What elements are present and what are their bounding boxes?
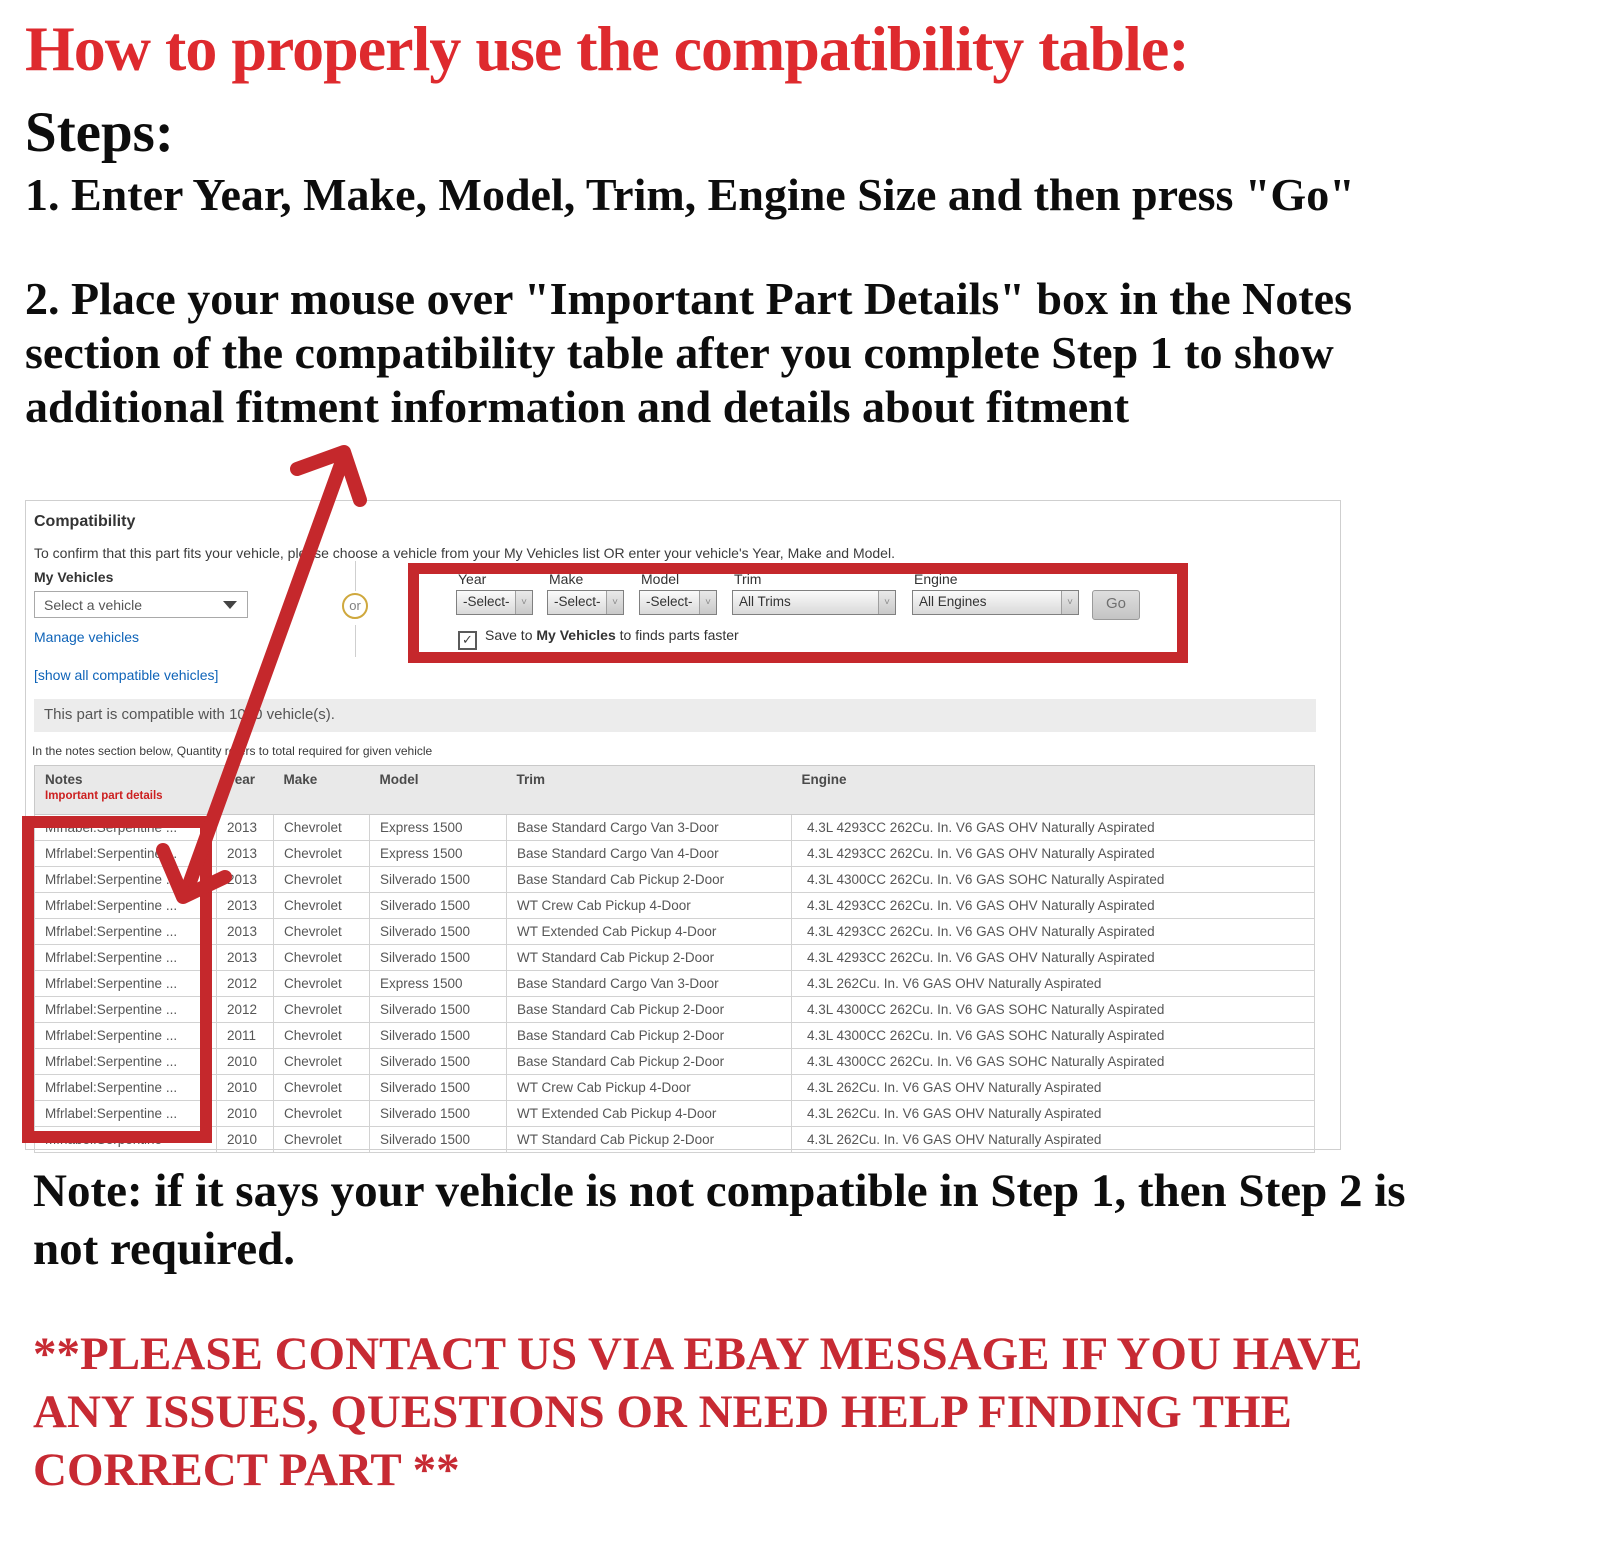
cell-year: 2012 [217,971,274,997]
save-to-my-vehicles-row [458,627,739,645]
cell-notes[interactable]: Mfrlabel:Serpentine ... [35,945,217,971]
page-title: How to properly use the compatibility table: [25,13,1189,84]
steps-heading: Steps: [25,101,174,164]
finder-field-trim [732,571,896,615]
cell-model: Express 1500 [370,841,507,867]
save-checkbox[interactable]: ✓ [458,631,477,650]
cell-model: Silverado 1500 [370,1075,507,1101]
col-header-make: Make [274,766,370,815]
finder-field-model [639,571,717,615]
select-value: All Engines [919,594,987,609]
cell-year: 2013 [217,945,274,971]
cell-make: Chevrolet [274,1075,370,1101]
table-row [35,997,1315,1023]
cell-model: Express 1500 [370,815,507,841]
note-text: Note: if it says your vehicle is not compatible in Step 1, then Step 2 is not required. [33,1165,1406,1276]
cell-engine: 4.3L 4300CC 262Cu. In. V6 GAS SOHC Naturally Aspirated [792,1049,1315,1075]
cell-notes[interactable]: Mfrlabel:Serpentine ... [35,1049,217,1075]
cell-model: Silverado 1500 [370,919,507,945]
cell-engine: 4.3L 4293CC 262Cu. In. V6 GAS OHV Naturally Aspirated [792,815,1315,841]
engine-select[interactable] [912,590,1079,615]
go-button[interactable]: Go [1092,590,1140,620]
cell-make: Chevrolet [274,1049,370,1075]
show-all-compatible-vehicles-link[interactable]: [show all compatible vehicles] [34,667,219,683]
cell-engine: 4.3L 4300CC 262Cu. In. V6 GAS SOHC Naturally Aspirated [792,997,1315,1023]
table-row [35,867,1315,893]
cell-notes[interactable]: Mfrlabel:Serpentine [35,1127,217,1153]
col-header-engine: Engine [792,766,1315,815]
chevron-down-icon: ˅ [699,591,716,614]
cell-model: Silverado 1500 [370,1023,507,1049]
make-select[interactable] [547,590,624,615]
chevron-down-icon: ˅ [1061,591,1078,614]
trim-select[interactable] [732,590,896,615]
cell-make: Chevrolet [274,945,370,971]
select-value: All Trims [739,594,791,609]
cell-engine: 4.3L 262Cu. In. V6 GAS OHV Naturally Aspirated [792,1127,1315,1153]
cell-notes[interactable]: Mfrlabel:Serpentine ... [35,919,217,945]
cell-year: 2013 [217,815,274,841]
cell-make: Chevrolet [274,919,370,945]
cell-trim: Base Standard Cab Pickup 2-Door [507,997,792,1023]
compatibility-widget [25,500,1341,1150]
model-select[interactable] [639,590,717,615]
my-vehicles-select-value: Select a vehicle [44,597,143,613]
cell-trim: Base Standard Cab Pickup 2-Door [507,1023,792,1049]
finder-field-label: Model [641,571,680,587]
chevron-down-icon: ˅ [878,591,895,614]
my-vehicles-select[interactable] [34,591,248,618]
quantity-note: In the notes section below, Quantity refers to total required for given vehicle [32,744,433,758]
cell-engine: 4.3L 4293CC 262Cu. In. V6 GAS OHV Naturally Aspirated [792,945,1315,971]
table-row [35,971,1315,997]
widget-description: To confirm that this part fits your vehicle, please choose a vehicle from your My Vehicles list OR enter your vehicle's Year, Make and Model. [34,545,895,561]
cell-year: 2013 [217,841,274,867]
cell-make: Chevrolet [274,997,370,1023]
cell-trim: Base Standard Cab Pickup 2-Door [507,867,792,893]
compat-table-body [35,815,1315,1153]
important-part-details-label: Important part details [45,790,163,802]
table-row [35,945,1315,971]
table-row [35,1075,1315,1101]
dropdown-arrow-icon [223,601,237,609]
cell-notes[interactable]: Mfrlabel:Serpentine ... [35,815,217,841]
cell-trim: Base Standard Cargo Van 4-Door [507,841,792,867]
compatibility-table [34,765,1315,1153]
cell-make: Chevrolet [274,841,370,867]
cell-model: Silverado 1500 [370,1127,507,1153]
save-label-prefix: Save to [485,627,537,643]
cell-model: Silverado 1500 [370,1049,507,1075]
chevron-down-icon: ˅ [606,591,623,614]
widget-heading: Compatibility [34,513,136,530]
cell-year: 2010 [217,1127,274,1153]
cell-make: Chevrolet [274,971,370,997]
cell-engine: 4.3L 262Cu. In. V6 GAS OHV Naturally Aspirated [792,1075,1315,1101]
table-row [35,815,1315,841]
contact-text: **PLEASE CONTACT US VIA EBAY MESSAGE IF YOU HAVE ANY ISSUES, QUESTIONS OR NEED HELP FINDING THE CORRECT PART ** [33,1328,1363,1496]
cell-year: 2012 [217,997,274,1023]
finder-field-engine [912,571,1079,615]
cell-model: Silverado 1500 [370,1101,507,1127]
cell-notes[interactable]: Mfrlabel:Serpentine ... [35,893,217,919]
cell-engine: 4.3L 4293CC 262Cu. In. V6 GAS OHV Naturally Aspirated [792,919,1315,945]
my-vehicles-label: My Vehicles [34,569,114,585]
cell-model: Silverado 1500 [370,997,507,1023]
col-header-model: Model [370,766,507,815]
compatible-count-text: This part is compatible with 1000 vehicle(s). [44,706,335,723]
compatible-count-banner [34,699,1316,732]
cell-trim: WT Standard Cab Pickup 2-Door [507,945,792,971]
cell-year: 2010 [217,1101,274,1127]
cell-trim: WT Standard Cab Pickup 2-Door [507,1127,792,1153]
step-1-text: 1. Enter Year, Make, Model, Trim, Engine Size and then press "Go" [25,169,1355,220]
save-checkbox-label [485,627,739,643]
cell-model: Silverado 1500 [370,893,507,919]
cell-trim: Base Standard Cargo Van 3-Door [507,815,792,841]
cell-engine: 4.3L 4293CC 262Cu. In. V6 GAS OHV Naturally Aspirated [792,841,1315,867]
cell-trim: WT Extended Cab Pickup 4-Door [507,919,792,945]
table-row [35,1049,1315,1075]
table-row [35,1023,1315,1049]
cell-notes[interactable]: Mfrlabel:Serpentine ... [35,971,217,997]
select-value: -Select- [463,594,510,609]
col-header-notes [35,766,217,815]
finder-field-label: Year [458,571,487,587]
cell-notes[interactable]: Mfrlabel:Serpentine ... [35,841,217,867]
or-badge: or [342,593,368,619]
cell-engine: 4.3L 4293CC 262Cu. In. V6 GAS OHV Naturally Aspirated [792,893,1315,919]
notes-header-label: Notes [45,772,83,787]
divider [355,625,356,657]
table-row [35,1127,1315,1153]
save-label-bold: My Vehicles [536,627,616,643]
save-label-suffix: to finds parts faster [615,627,739,643]
cell-make: Chevrolet [274,1023,370,1049]
cell-notes[interactable]: Mfrlabel:Serpentine ... [35,1023,217,1049]
cell-trim: Base Standard Cab Pickup 2-Door [507,1049,792,1075]
manage-vehicles-link[interactable]: Manage vehicles [34,629,140,645]
cell-year: 2013 [217,893,274,919]
cell-engine: 4.3L 4300CC 262Cu. In. V6 GAS SOHC Naturally Aspirated [792,867,1315,893]
cell-notes[interactable]: Mfrlabel:Serpentine ... [35,867,217,893]
col-header-year: Year [217,766,274,815]
cell-make: Chevrolet [274,1127,370,1153]
table-header-row [35,766,1315,815]
finder-field-make [547,571,624,615]
select-value: -Select- [646,594,693,609]
year-select[interactable] [456,590,533,615]
finder-field-label: Trim [734,571,762,587]
chevron-down-icon: ˅ [515,591,532,614]
cell-trim: Base Standard Cargo Van 3-Door [507,971,792,997]
select-value: -Select- [554,594,601,609]
cell-year: 2011 [217,1023,274,1049]
finder-field-label: Make [549,571,584,587]
cell-trim: WT Crew Cab Pickup 4-Door [507,1075,792,1101]
finder-field-year [456,571,533,615]
cell-model: Silverado 1500 [370,867,507,893]
cell-trim: WT Extended Cab Pickup 4-Door [507,1101,792,1127]
cell-year: 2013 [217,919,274,945]
cell-trim: WT Crew Cab Pickup 4-Door [507,893,792,919]
cell-make: Chevrolet [274,893,370,919]
cell-model: Express 1500 [370,971,507,997]
cell-engine: 4.3L 4300CC 262Cu. In. V6 GAS SOHC Naturally Aspirated [792,1023,1315,1049]
cell-notes[interactable]: Mfrlabel:Serpentine ... [35,997,217,1023]
table-row [35,841,1315,867]
table-row [35,893,1315,919]
cell-model: Silverado 1500 [370,945,507,971]
cell-engine: 4.3L 262Cu. In. V6 GAS OHV Naturally Aspirated [792,971,1315,997]
col-header-trim: Trim [507,766,792,815]
table-row [35,919,1315,945]
cell-make: Chevrolet [274,867,370,893]
cell-year: 2010 [217,1049,274,1075]
cell-notes[interactable]: Mfrlabel:Serpentine ... [35,1101,217,1127]
cell-year: 2010 [217,1075,274,1101]
cell-year: 2013 [217,867,274,893]
cell-make: Chevrolet [274,1101,370,1127]
step-2-text: 2. Place your mouse over "Important Part Details" box in the Notes section of the compatibility table after you complete Step 1 to show additional fitment information and details about fitment [25,273,1352,432]
cell-make: Chevrolet [274,815,370,841]
table-row [35,1101,1315,1127]
finder-field-label: Engine [914,571,958,587]
cell-engine: 4.3L 262Cu. In. V6 GAS OHV Naturally Aspirated [792,1101,1315,1127]
divider [355,561,356,591]
cell-notes[interactable]: Mfrlabel:Serpentine ... [35,1075,217,1101]
